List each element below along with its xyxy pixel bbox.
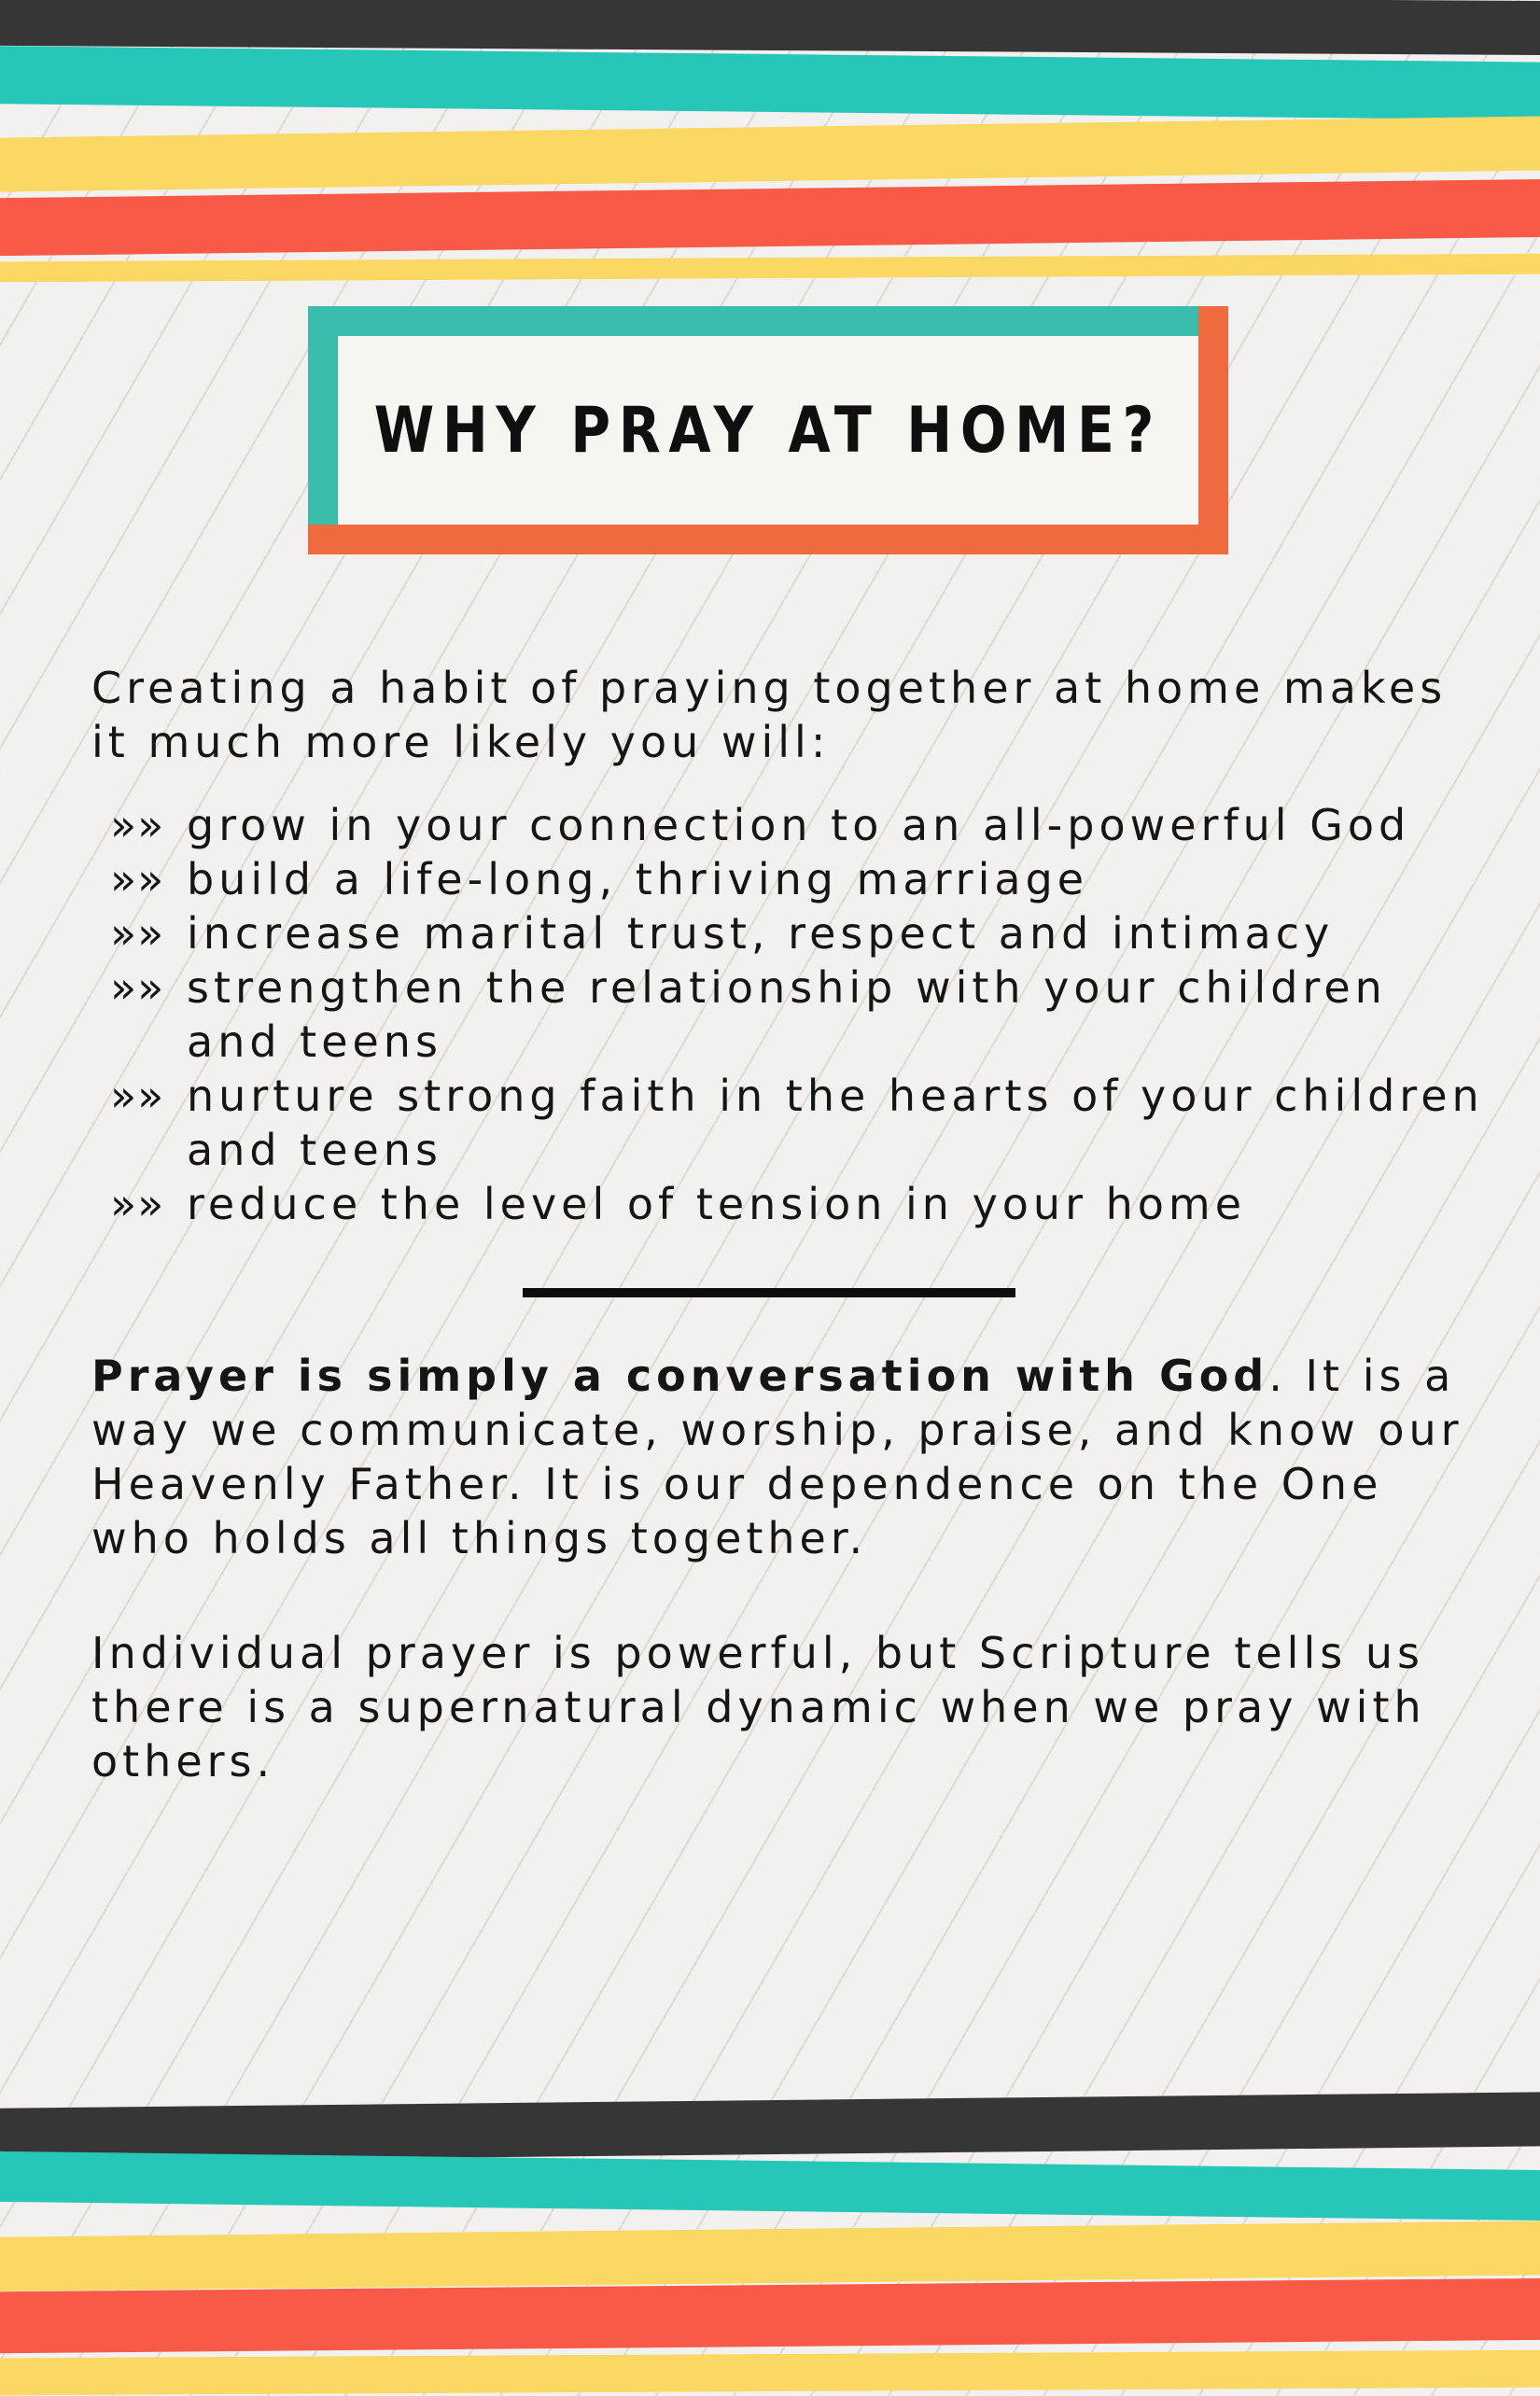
intro-text: Creating a habit of praying together at home makes it much more likely you will:: [91, 663, 1448, 767]
scripture-paragraph: Individual prayer is powerful, but Scripture tells us there is a supernatural dynamic when we pray with others.: [91, 1628, 1426, 1786]
top-stripe-dark: [0, 0, 1540, 55]
prayer-definition-paragraph: [91, 1349, 1473, 1565]
prayer-definition-lead: Prayer is simply a conversation with God: [91, 1351, 1269, 1401]
prayer-definition-rest: . It is a way we communicate, worship, praise, and know our Heavenly Father. It is our dependence on the One who holds all things together.: [91, 1351, 1463, 1563]
benefit-text: increase marital trust, respect and intimacy: [187, 908, 1335, 959]
page-title: WHY PRAY AT HOME?: [373, 393, 1163, 468]
title-frame: [308, 306, 1228, 554]
bottom-stripe-dark: [0, 2092, 1540, 2164]
list-item: [110, 1177, 1491, 1231]
top-stripe-yellow-thin: [0, 253, 1540, 282]
list-item: [110, 1069, 1491, 1177]
frame-left-border: [308, 306, 338, 554]
benefit-text: grow in your connection to an all-powerful God: [187, 800, 1411, 850]
section-divider: [523, 1288, 1015, 1297]
bottom-stripe-red: [0, 2277, 1540, 2354]
bottom-stripe-yellow-thin: [0, 2349, 1540, 2395]
bullet-marker: »»: [110, 908, 165, 959]
benefit-text: build a life-long, thriving marriage: [187, 854, 1089, 904]
benefit-text: strengthen the relationship with your children and teens: [187, 962, 1387, 1067]
bullet-marker: »»: [110, 800, 165, 850]
frame-right-border: [1198, 306, 1228, 554]
top-stripe-yellow: [0, 116, 1540, 193]
benefit-text: reduce the level of tension in your home: [187, 1179, 1247, 1229]
frame-bottom-border: [308, 525, 1228, 554]
list-item: [110, 798, 1491, 852]
top-stripe-red: [0, 178, 1540, 257]
benefit-text: nurture strong faith in the hearts of your children and teens: [187, 1071, 1484, 1175]
benefits-list: [110, 798, 1491, 1231]
bullet-marker: »»: [110, 962, 165, 1013]
bullet-marker: »»: [110, 854, 165, 904]
bottom-stripe-teal: [0, 2151, 1540, 2221]
bullet-marker: »»: [110, 1071, 165, 1121]
frame-top-border: [308, 306, 1228, 336]
bullet-marker: »»: [110, 1179, 165, 1229]
top-stripe-teal: [0, 46, 1540, 121]
title-box: [338, 336, 1198, 525]
list-item: [110, 852, 1491, 906]
list-item: [110, 960, 1491, 1069]
list-item: [110, 906, 1491, 960]
